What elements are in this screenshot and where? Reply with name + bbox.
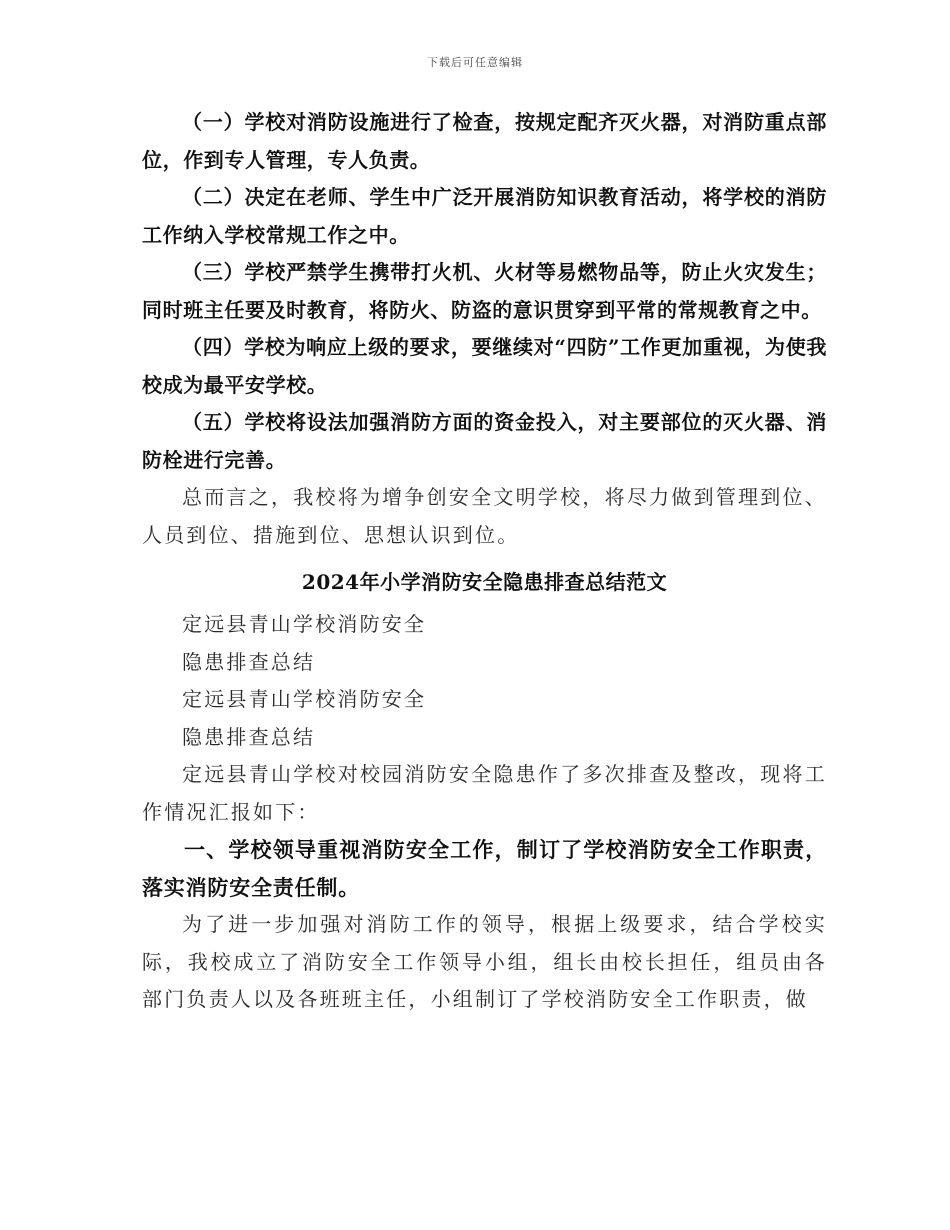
- paragraph-item-2: （二）决定在老师、学生中广泛开展消防知识教育活动，将学校的消防工作纳入学校常规工作之中。: [142, 185, 827, 247]
- header-note: 下载后可任意编辑: [427, 56, 523, 69]
- intro-paragraph: 定远县青山学校对校园消防安全隐患作了多次排查及整改，现将工作情况汇报如下：: [142, 762, 827, 824]
- short-line-2: 隐患排查总结: [182, 649, 316, 674]
- short-line-4: 隐患排查总结: [182, 724, 316, 749]
- summary-paragraph: 总而言之，我校将为增争创安全文明学校，将尽力做到管理到位、人员到位、措施到位、思想认识到位。: [142, 485, 827, 547]
- paragraph-item-5: （五）学校将设法加强消防方面的资金投入，对主要部位的灭火器、消防栓进行完善。: [142, 410, 827, 472]
- body-last-paragraph: 为了进一步加强对消防工作的领导，根据上级要求，结合学校实际，我校成立了消防安全工作领导小组，组长由校长担任，组员由各部门负责人以及各班班主任，小组制订了学校消防安全工作职责，做: [142, 912, 827, 1011]
- paragraph-item-4: （四）学校为响应上级的要求，要继续对“四防”工作更加重视，为使我校成为最平安学校。: [142, 335, 827, 397]
- section-title: 2024年小学消防安全隐患排查总结范文: [301, 570, 668, 594]
- heading-one: 一、学校领导重视消防安全工作，制订了学校消防安全工作职责，落实消防安全责任制。: [142, 837, 827, 900]
- paragraph-item-1: （一）学校对消防设施进行了检查，按规定配齐灭火器，对消防重点部位，作到专人管理，专人负责。: [142, 110, 827, 172]
- short-line-3: 定远县青山学校消防安全: [182, 687, 427, 711]
- paragraph-item-3: （三）学校严禁学生携带打火机、火材等易燃物品等，防止火灾发生；同时班主任要及时教育，将防火、防盗的意识贯穿到平常的常规教育之中。: [142, 260, 827, 322]
- document-body: [142, 104, 827, 1019]
- short-line-1: 定远县青山学校消防安全: [182, 612, 427, 636]
